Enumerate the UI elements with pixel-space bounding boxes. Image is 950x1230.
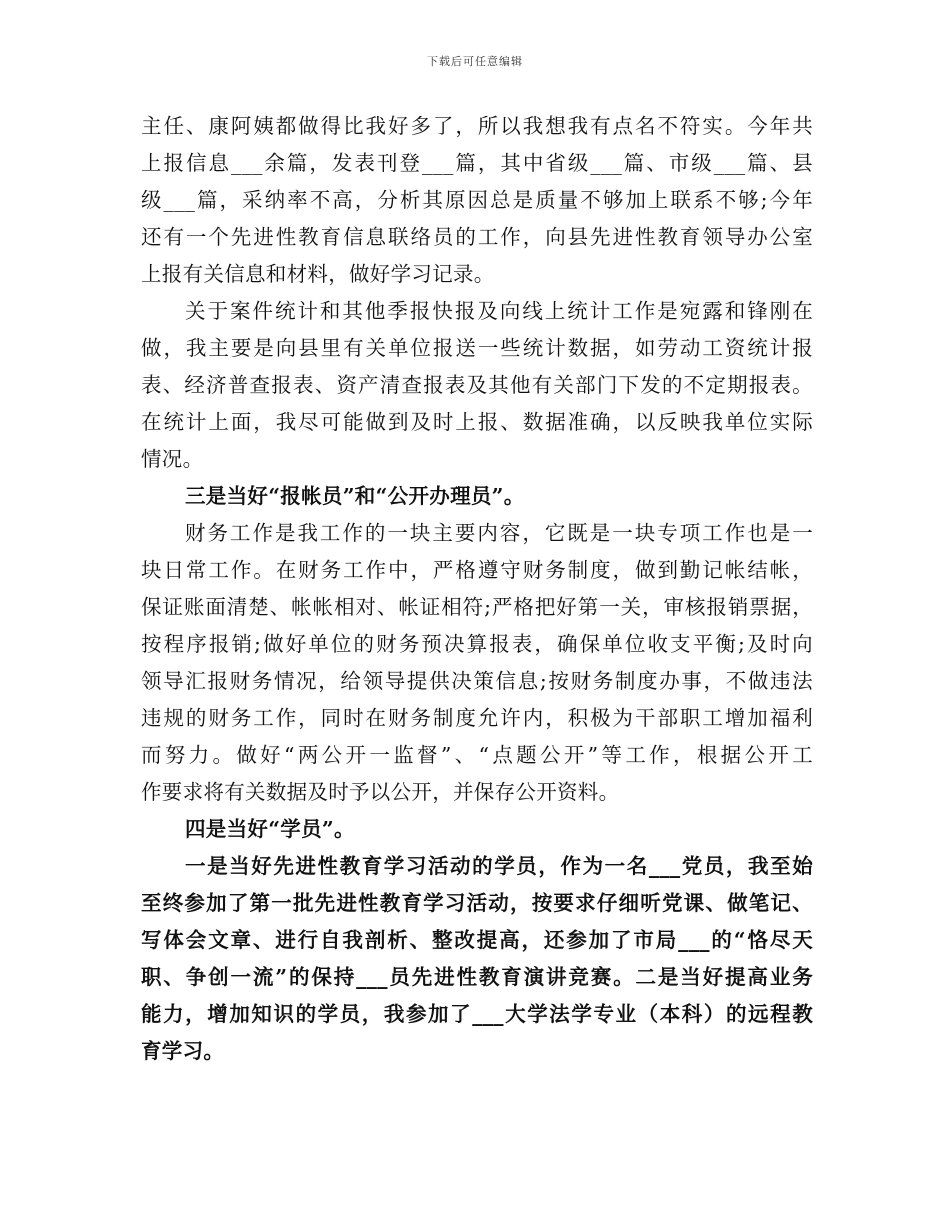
text-line: 财务工作是我工作的一块主要内容，它既是一块专项工作也是一 (185, 521, 813, 545)
text-line: 主任、康阿姨都做得比我好多了，所以我想我有点名不符实。今年共 (141, 114, 813, 138)
document-body (141, 108, 813, 1070)
text-line: 表、经济普查报表、资产清查报表及其他有关部门下发的不定期报表。 (141, 373, 813, 397)
text-line: 领导汇报财务情况，给领导提供决策信息;按财务制度办事，不做违法 (141, 669, 813, 693)
text-line: 至终参加了第一批先进性教育学习活动，按要求仔细听党课、做笔记、 (141, 891, 813, 915)
text-line: 级___篇，采纳率不高，分析其原因总是质量不够加上联系不够;今年 (141, 188, 813, 212)
text-line: 写体会文章、进行自我剖析、整改提高，还参加了市局___的“恪尽天 (141, 928, 813, 952)
text-line: 一是当好先进性教育学习活动的学员，作为一名___党员，我至始 (185, 854, 813, 878)
text-line: 育学习。 (141, 1039, 225, 1063)
text-line: 按程序报销;做好单位的财务预决算报表，确保单位收支平衡;及时向 (141, 632, 813, 656)
text-line: 还有一个先进性教育信息联络员的工作，向县先进性教育领导办公室 (141, 225, 813, 249)
text-line: 三是当好“报帐员”和“公开办理员”。 (185, 484, 525, 508)
text-line: 保证账面清楚、帐帐相对、帐证相符;严格把好第一关，审核报销票据， (141, 595, 813, 619)
text-line: 块日常工作。在财务工作中，严格遵守财务制度，做到勤记帐结帐， (141, 558, 813, 582)
text-line: 违规的财务工作，同时在财务制度允许内，积极为干部职工增加福利 (141, 706, 813, 730)
text-line: 能力，增加知识的学员，我参加了___大学法学专业（本科）的远程教 (141, 1002, 813, 1026)
text-line: 关于案件统计和其他季报快报及向线上统计工作是宛露和锋刚在 (185, 299, 813, 323)
text-line: 在统计上面，我尽可能做到及时上报、数据准确，以反映我单位实际 (141, 410, 813, 434)
text-line: 上报信息___余篇，发表刊登___篇，其中省级___篇、市级___篇、县 (141, 151, 813, 175)
text-line: 作要求将有关数据及时予以公开，并保存公开资料。 (141, 780, 620, 804)
text-line: 职、争创一流”的保持___员先进性教育演讲竞赛。二是当好提高业务 (141, 965, 813, 989)
text-line: 上报有关信息和材料，做好学习记录。 (141, 262, 495, 286)
text-line: 情况。 (141, 447, 204, 471)
text-line: 而努力。做好“两公开一监督”、“点题公开”等工作，根据公开工 (141, 743, 813, 767)
page-header: 下载后可任意编辑 (427, 55, 523, 68)
text-line: 四是当好“学员”。 (185, 817, 355, 841)
text-line: 做，我主要是向县里有关单位报送一些统计数据，如劳动工资统计报 (141, 336, 813, 360)
